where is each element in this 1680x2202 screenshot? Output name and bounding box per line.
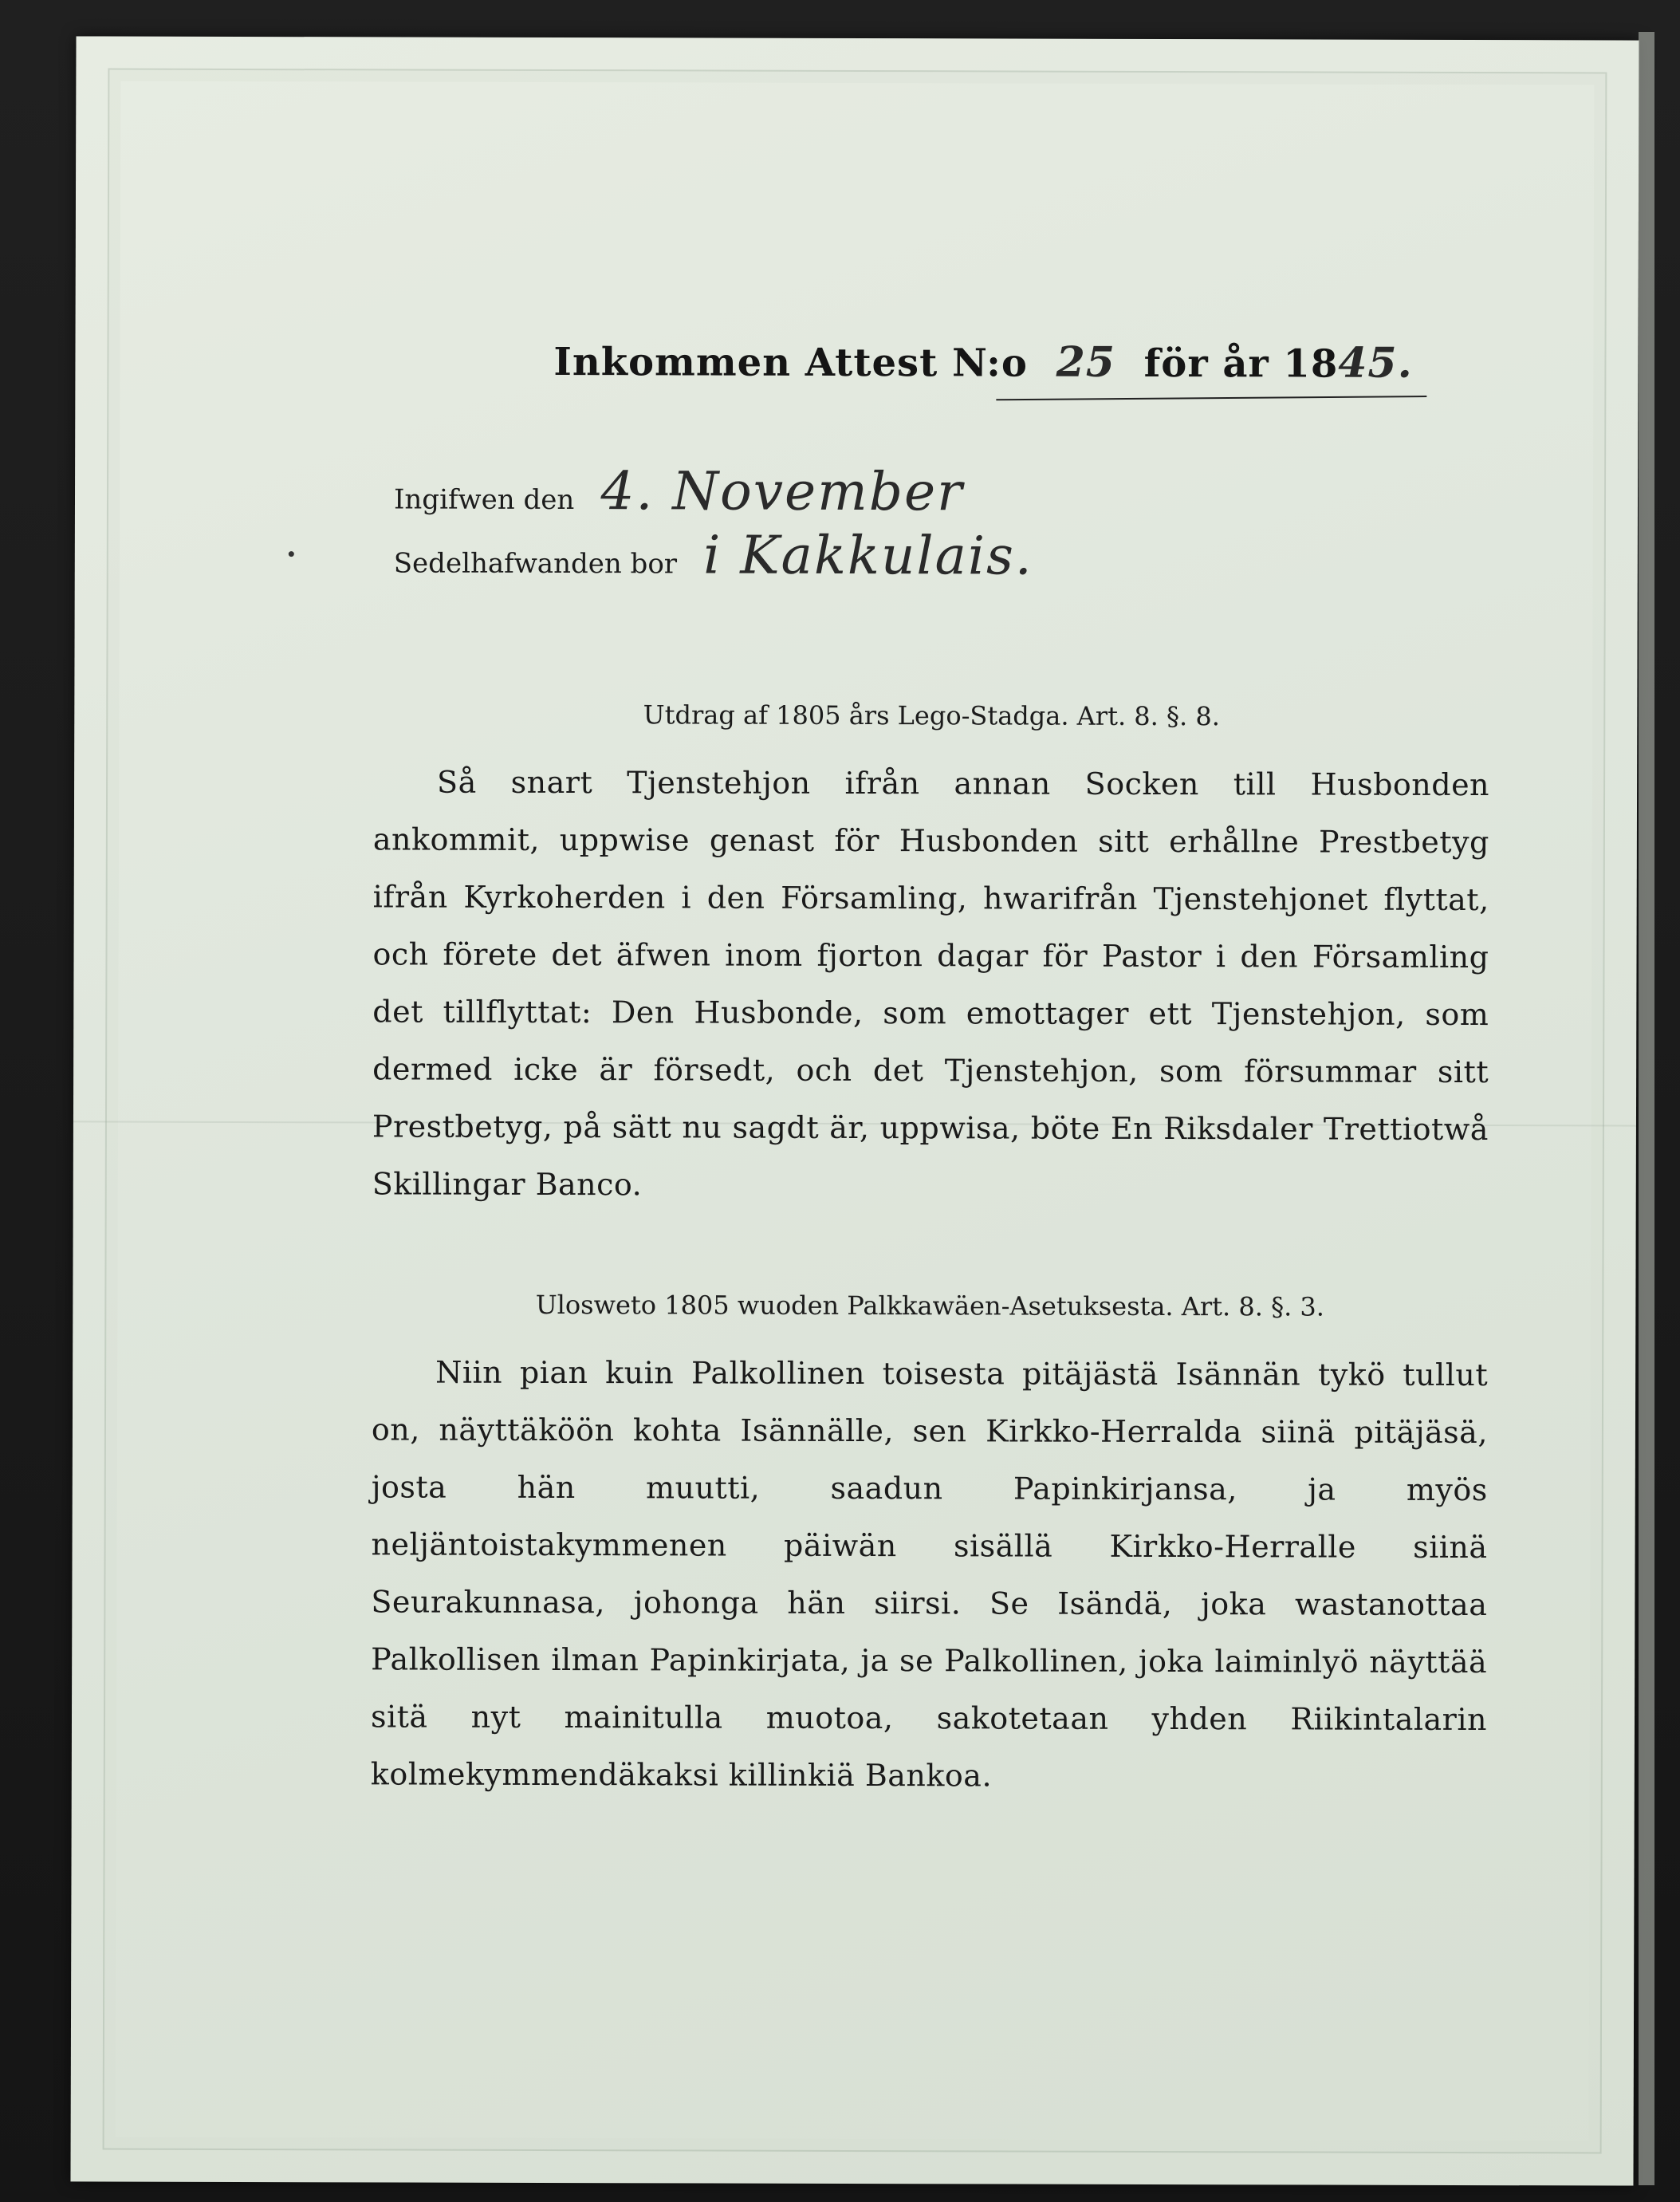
finnish-extract [371, 1289, 1489, 1806]
submitted-value-handwritten: 4. November [600, 460, 964, 523]
document-page [70, 36, 1639, 2185]
swedish-body: Så snart Tjenstehjon ifrån annan Socken till Husbonden ankommit, uppwise genast för Husbonden sitt erhållne Prestbetyg ifrån Kyrkoherden i den Församling, hwarifrån Tjenstehjonet flyttat, och förete det äfwen inom fjorton dagar för Pastor i den Församling det tillflyttat: Den Husbonde, som emottager ett Tjenstehjon, som dermed icke är försedt, och det Tjenstehjon, som försummar sitt Prestbetyg, på sätt nu sagdt är, uppwisa, böte En Riksdaler Trettiotwå Skillingar Banco. [372, 764, 1490, 1203]
submitted-label: Ingifwen den [393, 483, 575, 517]
entry-fields [394, 459, 1510, 590]
title-text [553, 337, 1412, 388]
swedish-extract [372, 699, 1490, 1215]
title-prefix: Inkommen Attest N:o [553, 340, 1028, 386]
paper-edge [1639, 32, 1654, 2185]
title-middle: för år 18 [1143, 341, 1339, 387]
title-underline [996, 396, 1426, 400]
submitted-row [394, 459, 1510, 526]
finnish-heading: Ulosweto 1805 wuoden Palkkawäen-Asetuksesta. Art. 8. §. 3. [535, 1289, 1325, 1322]
document-title [553, 313, 1430, 411]
residence-row [394, 523, 1510, 590]
residence-value-handwritten: i Kakkulais. [703, 524, 1033, 587]
residence-label: Sedelhafwanden bor [393, 547, 678, 581]
ink-dot [289, 551, 294, 557]
year-handwritten: 45. [1338, 338, 1413, 388]
swedish-heading: Utdrag af 1805 års Lego-Stadga. Art. 8. §. 8. [643, 699, 1220, 732]
attest-number-handwritten: 25 [1056, 337, 1116, 387]
finnish-body: Niin pian kuin Palkollinen toisesta pitäjästä Isännän tykö tullut on, näyttäköön kohta Isännälle, sen Kirkko-Herralda siinä pitäjäsä, josta hän muutti, saadun Papinkirjansa, ja myös neljäntoistakymmenen päiwän sisällä Kirkko-Herralle siinä Seurakunnasa, johonga hän siirsi. Se Isändä, joka wastanottaa Palkollisen ilman Papinkirjata, ja se Palkollinen, joka laiminlyö näyttää sitä nyt mainitulla muotoa, sakotetaan yhden Riikintalarin kolmekymmendäkaksi killinkiä Bankoa. [370, 1354, 1489, 1794]
